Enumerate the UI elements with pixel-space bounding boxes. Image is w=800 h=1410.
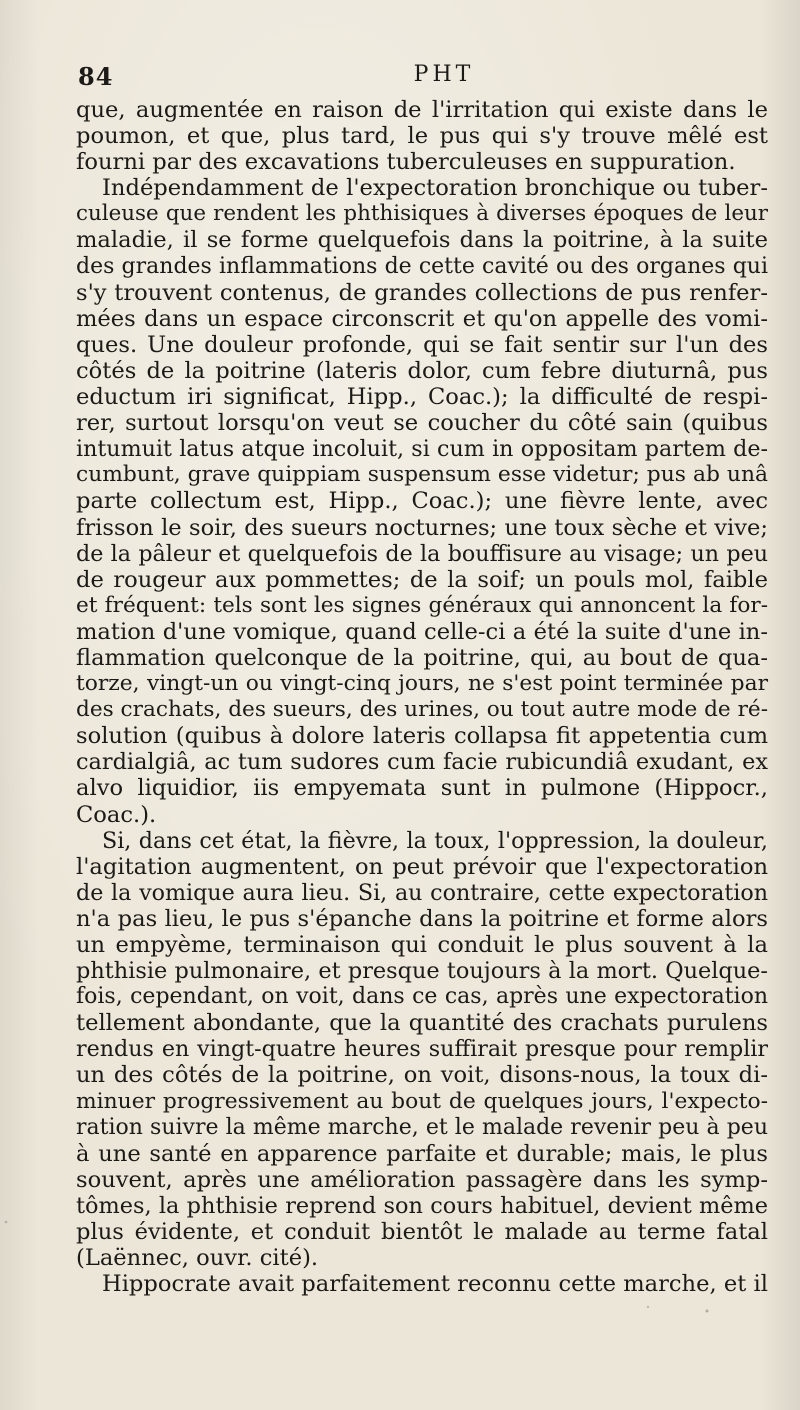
text-line: phthisie pulmonaire, et presque toujours à la mort. Quelque- bbox=[76, 958, 768, 985]
text-line: ques. Une douleur profonde, qui se fait sentir sur l'un des bbox=[76, 331, 768, 358]
text-line: de la vomique aura lieu. Si, au contraire, cette expectoration bbox=[76, 879, 768, 906]
text-line: torze, vingt-un ou vingt-cinq jours, ne s'est point terminée par bbox=[76, 671, 768, 697]
text-line: maladie, il se forme quelquefois dans la poitrine, à la suite bbox=[76, 227, 768, 254]
text-line: Si, dans cet état, la fièvre, la toux, l'oppression, la douleur, bbox=[102, 827, 768, 854]
text-line: rer, surtout lorsqu'on veut se coucher du côté sain (quibus bbox=[76, 410, 768, 437]
text-line: plus évidente, et conduit bientôt le malade au terme fatal bbox=[76, 1219, 768, 1246]
text-line: à une santé en apparence parfaite et durable; mais, le plus bbox=[76, 1140, 768, 1167]
text-line: minuer progressivement au bout de quelques jours, l'expecto- bbox=[76, 1088, 768, 1114]
running-title: PHT bbox=[413, 62, 475, 87]
text-line: alvo liquidior, iis empyemata sunt in pulmone (Hippocr., bbox=[76, 775, 768, 802]
text-line: tellement abondante, que la quantité des crachats purulens bbox=[76, 1010, 768, 1037]
text-line: n'a pas lieu, le pus s'épanche dans la poitrine et forme alors bbox=[76, 905, 768, 932]
text-line: culeuse que rendent les phthisiques à diverses époques de leur bbox=[76, 201, 768, 227]
text-line: mées dans un espace circonscrit et qu'on appelle des vomi- bbox=[76, 305, 768, 332]
text-line: tômes, la phthisie reprend son cours habituel, devient même bbox=[76, 1192, 768, 1219]
text-line: flammation quelconque de la poitrine, qui, au bout de qua- bbox=[76, 644, 768, 671]
text-line: parte collectum est, Hipp., Coac.); une fièvre lente, avec bbox=[76, 488, 768, 515]
paper-speck bbox=[706, 1310, 709, 1313]
text-line: des crachats, des sueurs, des urines, ou tout autre mode de ré- bbox=[76, 697, 768, 723]
text-line: s'y trouvent contenus, de grandes collections de pus renfer- bbox=[76, 279, 768, 306]
paper-speck bbox=[647, 1306, 649, 1308]
body-text bbox=[76, 97, 768, 1297]
text-line: eductum iri significat, Hipp., Coac.); la difficulté de respi- bbox=[76, 384, 768, 411]
text-line: intumuit latus atque incoluit, si cum in oppositam partem de- bbox=[76, 436, 768, 463]
text-line: des grandes inflammations de cette cavité ou des organes qui bbox=[76, 253, 768, 279]
text-line: poumon, et que, plus tard, le pus qui s'y trouve mêlé est bbox=[76, 123, 768, 150]
paper-speck bbox=[5, 1221, 8, 1224]
text-line: fourni par des excavations tuberculeuses en suppuration. bbox=[76, 149, 736, 176]
text-line: côtés de la poitrine (lateris dolor, cum febre diuturnâ, pus bbox=[76, 357, 768, 384]
text-line: rendus en vingt-quatre heures suffirait presque pour remplir bbox=[76, 1036, 768, 1063]
text-line: Hippocrate avait parfaitement reconnu cette marche, et il bbox=[102, 1271, 768, 1298]
text-line: fois, cependant, on voit, dans ce cas, après une expectoration bbox=[76, 984, 768, 1010]
text-line: de la pâleur et quelquefois de la bouffisure au visage; un peu bbox=[76, 540, 768, 567]
text-line: de rougeur aux pommettes; de la soif; un pouls mol, faible bbox=[76, 566, 768, 593]
text-line: l'agitation augmentent, on peut prévoir que l'expectoration bbox=[76, 853, 768, 880]
text-line: ration suivre la même marche, et le malade revenir peu à peu bbox=[76, 1114, 768, 1140]
text-line: (Laënnec, ouvr. cité). bbox=[76, 1245, 319, 1272]
text-line: frisson le soir, des sueurs nocturnes; une toux sèche et vive; bbox=[76, 514, 768, 541]
text-line: un des côtés de la poitrine, on voit, disons-nous, la toux di- bbox=[76, 1062, 768, 1089]
text-line: souvent, après une amélioration passagère dans les symp- bbox=[76, 1166, 768, 1193]
page-number: 84 bbox=[78, 62, 114, 91]
text-line: cumbunt, grave quippiam suspensum esse videtur; pus ab unâ bbox=[76, 462, 768, 488]
text-line: Coac.). bbox=[76, 801, 157, 828]
text-line: un empyème, terminaison qui conduit le plus souvent à la bbox=[76, 932, 768, 958]
text-line: que, augmentée en raison de l'irritation qui existe dans le bbox=[76, 97, 768, 123]
text-line: mation d'une vomique, quand celle-ci a été la suite d'une in- bbox=[76, 618, 768, 645]
text-line: cardialgiâ, ac tum sudores cum facie rubicundiâ exudant, ex bbox=[76, 749, 768, 776]
text-line: Indépendamment de l'expectoration bronchique ou tuber- bbox=[102, 175, 768, 202]
running-head bbox=[78, 62, 770, 96]
text-line: et fréquent: tels sont les signes généraux qui annoncent la for- bbox=[76, 592, 768, 618]
text-line: solution (quibus à dolore lateris collapsa fit appetentia cum bbox=[76, 723, 768, 750]
